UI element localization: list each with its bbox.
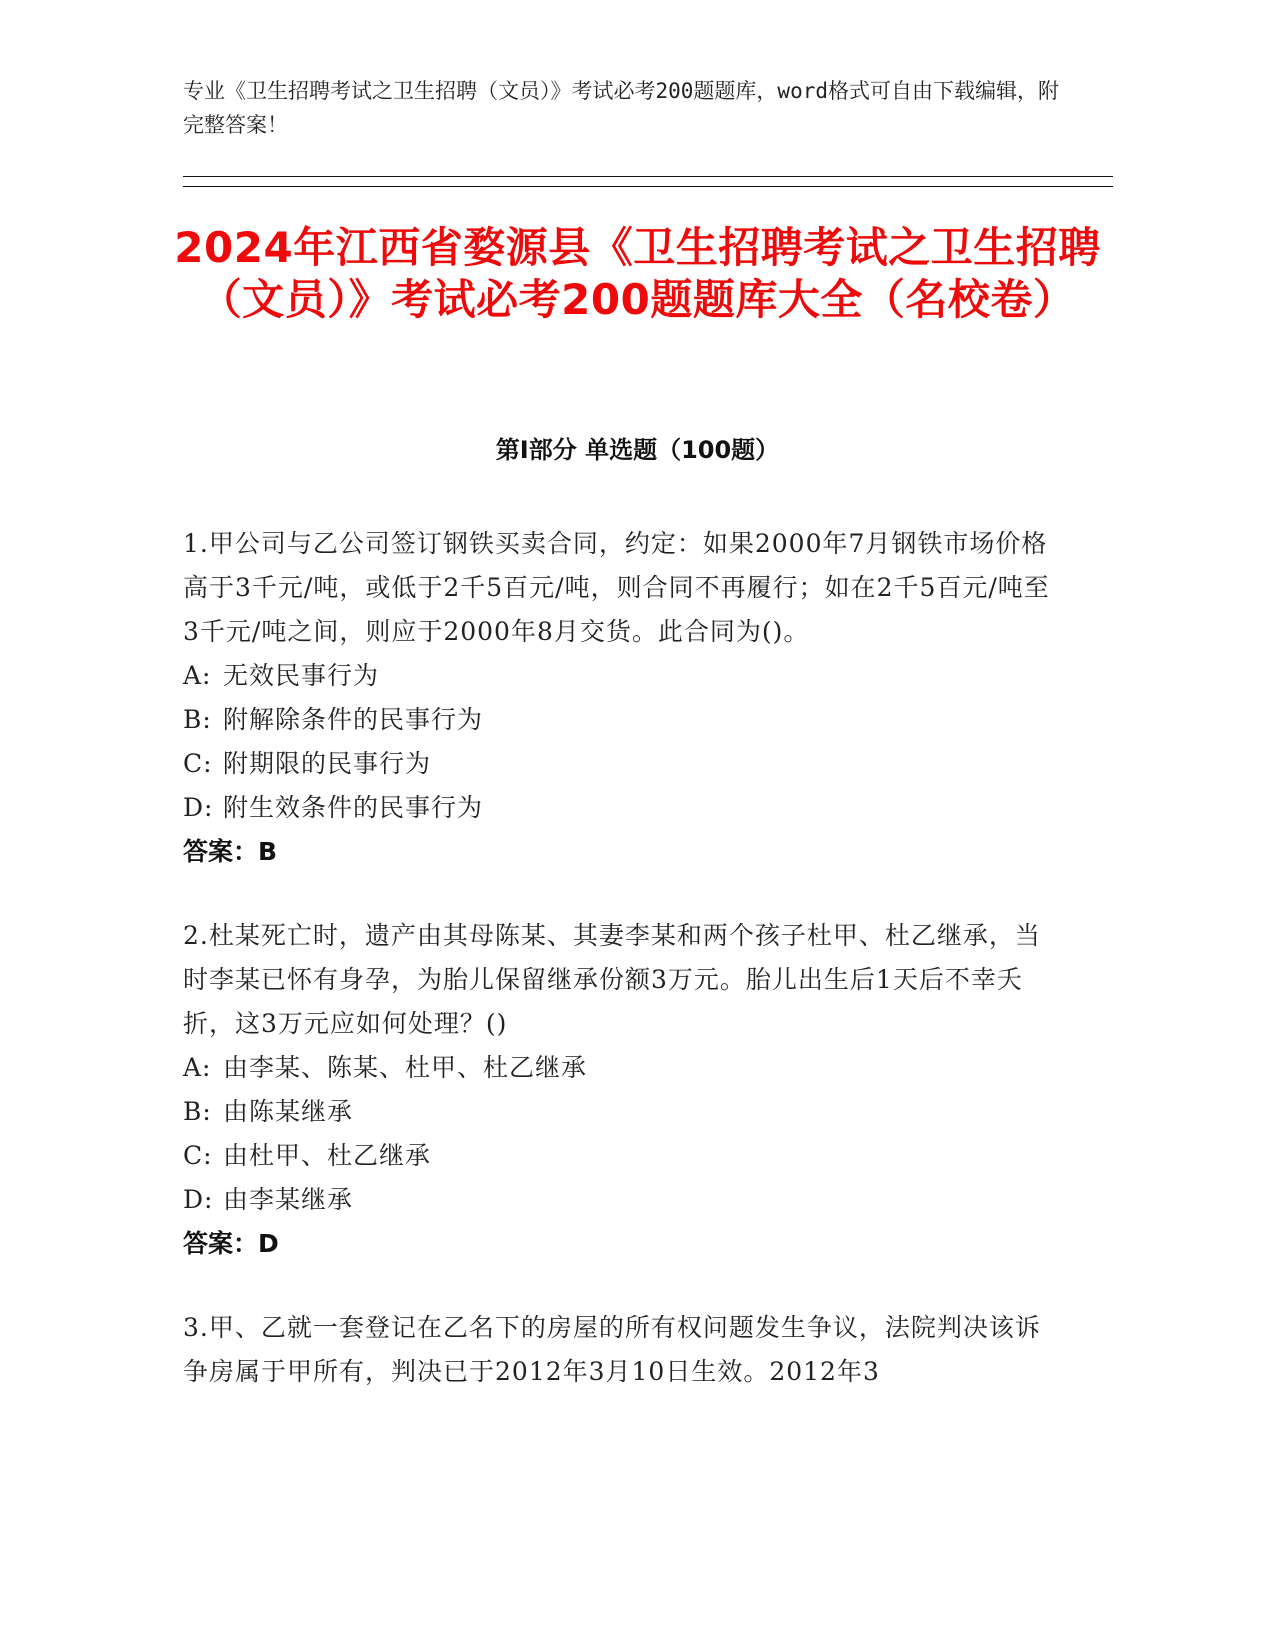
option-text: 无效民事行为 <box>223 661 380 690</box>
header-divider-bottom <box>183 186 1113 187</box>
question-list <box>183 522 1063 1434</box>
option-key: D: <box>183 793 214 822</box>
option-text: 由李某继承 <box>223 1185 354 1214</box>
header-divider-top <box>183 176 1113 177</box>
answer-label: 答案：B <box>183 837 278 866</box>
option-text: 附生效条件的民事行为 <box>223 793 484 822</box>
option-key: A: <box>183 1053 212 1082</box>
option-c <box>183 1134 1063 1178</box>
question-text: 2.杜某死亡时，遗产由其母陈某、其妻李某和两个孩子杜甲、杜乙继承，当时李某已怀有身孕，为胎儿保留继承份额3万元。胎儿出生后1天后不幸夭折，这3万元应如何处理？() <box>183 921 1041 1038</box>
option-key: B: <box>183 705 212 734</box>
question-3 <box>183 1306 1063 1394</box>
option-key: B: <box>183 1097 212 1126</box>
question-text: 3.甲、乙就一套登记在乙名下的房屋的所有权问题发生争议，法院判决该诉争房属于甲所有，判决已于2012年3月10日生效。2012年3 <box>183 1313 1041 1386</box>
option-d <box>183 786 1063 830</box>
option-key: D: <box>183 1185 214 1214</box>
option-text: 由杜甲、杜乙继承 <box>223 1141 432 1170</box>
option-b <box>183 1090 1063 1134</box>
option-b <box>183 698 1063 742</box>
option-d <box>183 1178 1063 1222</box>
option-key: A: <box>183 661 212 690</box>
option-key: C: <box>183 1141 213 1170</box>
option-text: 附解除条件的民事行为 <box>223 705 484 734</box>
header-note: 专业《卫生招聘考试之卫生招聘（文员）》考试必考200题题库，word格式可自由下载编辑，附完整答案！ <box>183 79 1059 137</box>
section-heading: 第Ⅰ部分 单选题（100题） <box>495 436 780 464</box>
option-text: 附期限的民事行为 <box>223 749 432 778</box>
option-a <box>183 1046 1063 1090</box>
document-title: 2024年江西省婺源县《卫生招聘考试之卫生招聘（文员）》考试必考200题题库大全（名校卷） <box>174 223 1101 324</box>
question-1 <box>183 522 1063 874</box>
question-text: 1.甲公司与乙公司签订钢铁买卖合同，约定：如果2000年7月钢铁市场价格高于3千元/吨，或低于2千5百元/吨，则合同不再履行；如在2千5百元/吨至3千元/吨之间，则应于2000年8月交货。此合同为()。 <box>183 529 1050 646</box>
option-c <box>183 742 1063 786</box>
option-text: 由李某、陈某、杜甲、杜乙继承 <box>223 1053 588 1082</box>
option-text: 由陈某继承 <box>223 1097 354 1126</box>
question-2 <box>183 914 1063 1266</box>
option-a <box>183 654 1063 698</box>
answer-label: 答案：D <box>183 1229 279 1258</box>
option-key: C: <box>183 749 213 778</box>
